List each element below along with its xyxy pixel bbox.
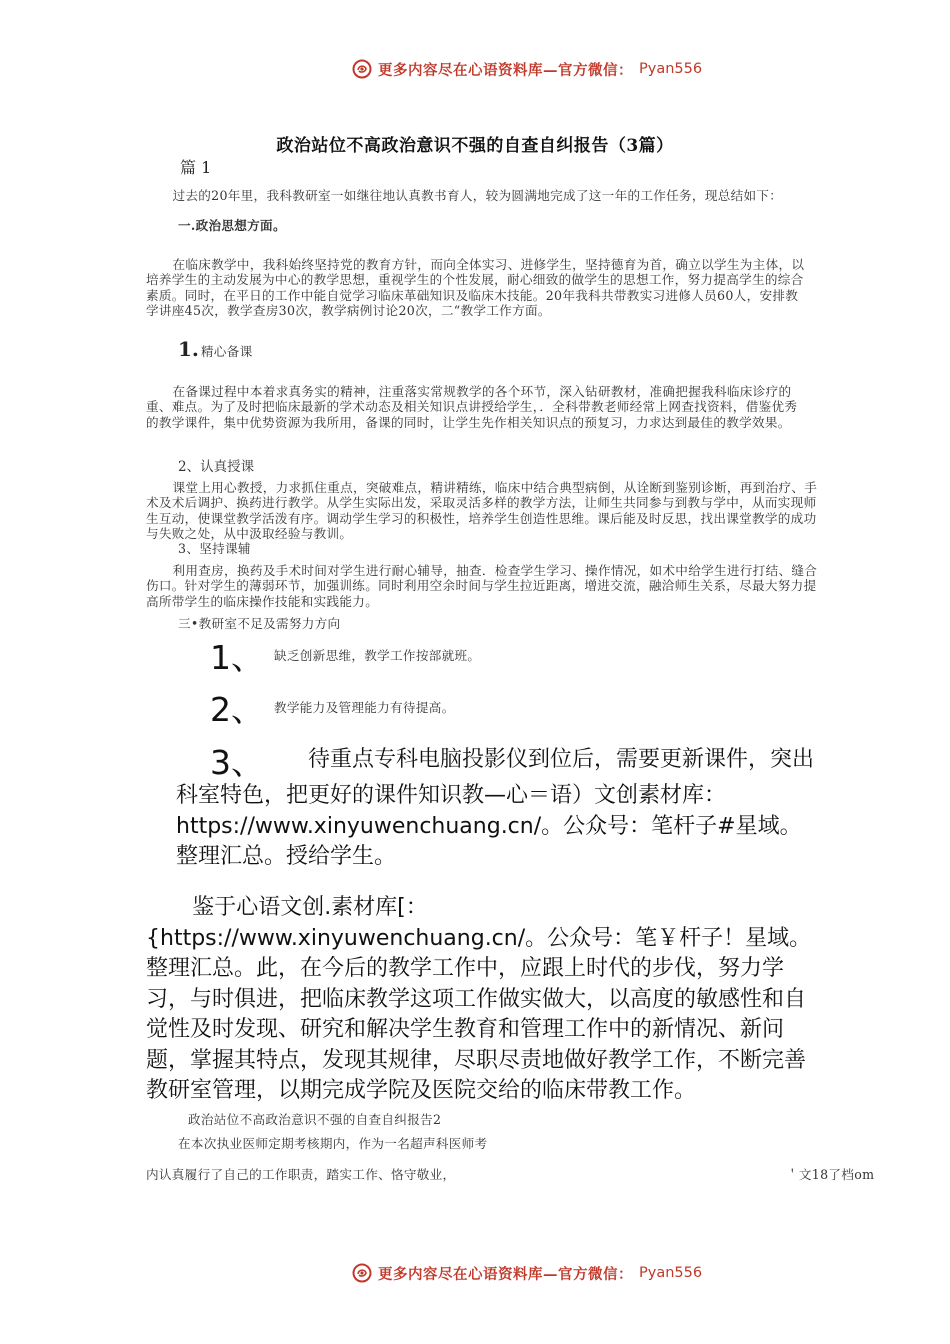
- shortcoming-number: 1、: [210, 638, 264, 677]
- section1-body: 在临床教学中，我科始终坚持党的教育方针，而向全体实习、进修学生，坚持德育为首，确立以学生为主体，以培养学生的主动发展为中心的教学思想，重视学生的个性发展，耐心细致的做学生的思想工作，努力提高学生的综合素质。同时，在平日的工作中能自觉学习临床革础知识及临床木技能。20年我科共带教实习进修人员60人，安排教学讲座45次，教学查房30次，教学病例讨论20次，二“教学工作方面。: [146, 257, 805, 318]
- shortcoming-number: 3、: [210, 743, 264, 782]
- logo-icon: [352, 1263, 372, 1283]
- header-banner: [352, 56, 702, 82]
- banner-text: 更多内容尽在心语资料库—官方微信：: [378, 1265, 633, 1283]
- shortcoming-item-3: [176, 745, 816, 873]
- intro-paragraph: 过去的20年里，我科教研室一如继往地认真教书育人，较为圆满地完成了这一年的工作任务，现总结如下：: [172, 188, 783, 203]
- part1-heading: 篇 1: [180, 158, 212, 177]
- item1-body: 在备课过程中本着求真务实的精神，注重落实常规教学的各个环节，深入钻研教材，准确把握我科临床诊疗的重、难点。为了及时把临床最新的学术动态及相关知识点讲授给学生，．全科带教老师经常上网查找资料，借鉴优秀的教学课件，集中优势资源为我所用，备课的同时，让学生先作相关知识点的预复习，力求达到最佳的教学效果。: [146, 384, 798, 430]
- ocr-noise-text: ＇文18了档om: [786, 1167, 875, 1182]
- logo-icon: [352, 59, 372, 79]
- section1-heading: 一.政治思想方面。: [178, 218, 286, 233]
- item3-body: 利用查房，换药及手术时间对学生进行耐心辅导，抽查．检查学生学习、操作情况，如术中给学生进行打结、缝合伤口。针对学生的薄弱环节，加强训练。同时利用空余时间与学生拉近距离，增进交流，融洽师生关系，尽最大努力提高所带学生的临床操作技能和实践能力。: [146, 563, 818, 609]
- item1-number: 1.: [178, 337, 199, 361]
- shortcoming-item-1: [210, 632, 480, 679]
- shortcoming-number: 2、: [210, 690, 264, 729]
- footer-banner: [352, 1260, 702, 1286]
- part2-line1: 在本次执业医师定期考核期内，作为一名超声科医师考: [178, 1136, 488, 1151]
- shortcoming-text: 待重点专科电脑投影仪到位后，需要更新课件，突出科室特色，把更好的课件知识教—心＝语）文创素材库：https://www.xinyuwenchuang.cn/。公众号：笔杆子#星域。整理汇总。授给学生。: [176, 747, 815, 869]
- shortcoming-text: 缺乏创新思维，教学工作按部就班。: [274, 647, 481, 663]
- item1-heading: [178, 337, 252, 361]
- banner-wechat: Pyan556: [639, 1265, 703, 1281]
- shortcoming-item-2: [210, 684, 455, 731]
- item3-title: 3、坚持课辅: [178, 541, 251, 556]
- part2-title: 政治站位不高政治意识不强的自查自纠报告2: [188, 1112, 442, 1127]
- banner-text: 更多内容尽在心语资料库—官方微信：: [378, 61, 633, 79]
- conclusion-paragraph: 鉴于心语文创.素材库[：{https://www.xinyuwenchuang.cn/。公众号：笔￥杆子！星域。整理汇总。此，在今后的教学工作中，应跟上时代的步伐，努力学习，与时俱进，把临床教学这项工作做实做大，以高度的敏感性和自觉性及时发现、研究和解决学生教育和管理工作中的新情况、新问题，掌握其特点，发现其规律，尽职尽责地做好教学工作，不断完善教研室管理，以期完成学院及医院交给的临床带教工作。: [146, 895, 812, 1103]
- item2-title: 2、认真授课: [178, 459, 255, 475]
- item1-title: 精心备课: [200, 344, 253, 359]
- banner-wechat: Pyan556: [639, 61, 703, 77]
- document-title: 政治站位不高政治意识不强的自查自纠报告（3篇）: [276, 136, 674, 156]
- item2-body: 课堂上用心教授，力求抓住重点，突破难点，精讲精练，临床中结合典型病倒，从诠断到鉴别诊断，再到治疗、手术及术后调护、换药进行教学。从学生实际出发，采取灵活多样的教学方法，让师生共同参与到教与学中，从而实现师生互动，使课堂教学活泼有序。调动学生学习的积极性，培养学生创造性思维。课后能及时反思，找出课堂教学的成功与失败之处，从中汲取经验与教训。: [146, 480, 818, 541]
- part2-line2: 内认真履行了自己的工作职责，踏实工作、恪守敬业，: [146, 1167, 456, 1182]
- shortcoming-text: 教学能力及管理能力有待提高。: [274, 699, 455, 715]
- section3-heading: 三•教研室不足及需努力方向: [178, 616, 341, 631]
